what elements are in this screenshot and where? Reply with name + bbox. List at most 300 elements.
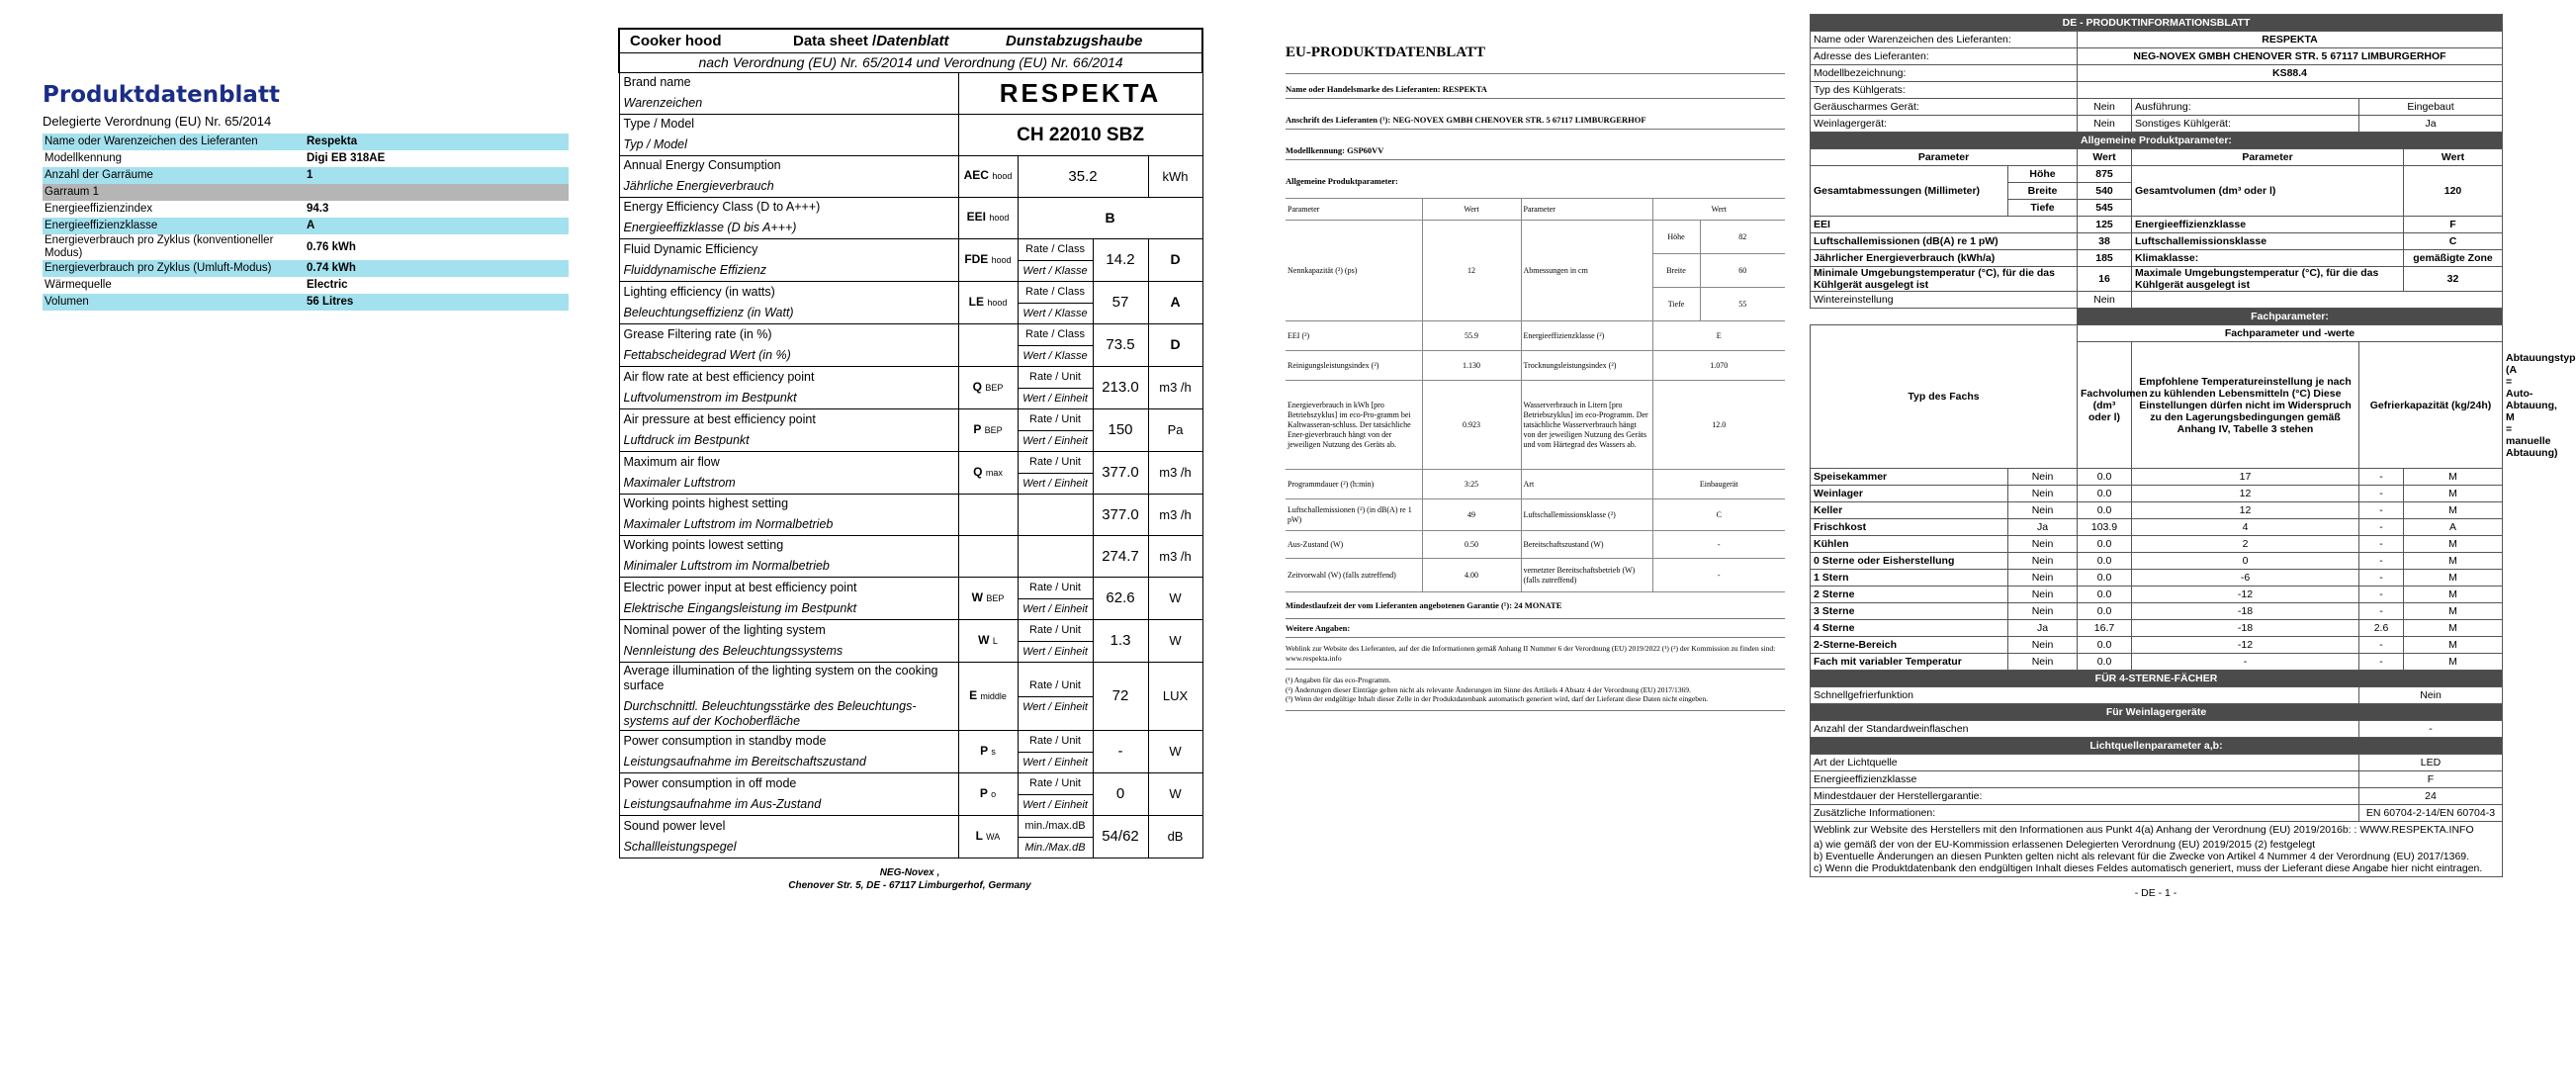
hood-row	[619, 238, 1202, 281]
param-label: Bereitschaftszustand (W)	[1521, 531, 1652, 559]
hood-header-right: Dunstabzugshaube	[1006, 32, 1143, 49]
param-value: -	[1652, 559, 1785, 592]
rate-class	[1018, 323, 1093, 366]
row-label	[619, 662, 958, 730]
row-value: 274.7	[1093, 535, 1148, 577]
note: a) wie gemäß der von der EU-Kommission erlassenen Delegierten Verordnung (EU) 2019/2015 (2) festgelegt	[1814, 839, 2316, 851]
hood-row	[619, 494, 1202, 535]
rate-label-de: Wert / Klasse	[1019, 303, 1093, 323]
dish-table	[1286, 198, 1785, 592]
param-label: Luftschallemissionsklasse (²)	[1521, 499, 1652, 531]
hood-row	[619, 577, 1202, 619]
dish-title: EU-PRODUKTDATENBLATT	[1286, 45, 1785, 74]
row-value: 35.2	[1018, 155, 1148, 197]
row-value: Electric	[307, 279, 348, 291]
note: b) Eventuelle Änderungen an diesen Punkten gelten nicht als relevant für die Zwecke von Artikel 4 Nummer 4 der Verordnung (EU) 2017/1369.	[1814, 851, 2470, 862]
dim-key: Breite	[1652, 254, 1700, 288]
compartment-freeze: -	[2359, 587, 2404, 603]
rate-label: Rate / Unit	[1029, 370, 1081, 383]
rate-label-de: Wert / Einheit	[1019, 430, 1093, 451]
comp-header: Fachparameter:	[2078, 309, 2503, 325]
row-value: 14.2	[1093, 238, 1148, 281]
model-value: KS88.4	[2078, 65, 2503, 82]
row-symbol	[958, 197, 1018, 238]
type-label: Typ des Kühlgerats:	[1811, 82, 2078, 99]
label-de: Luftvolumenstrom im Bestpunkt	[623, 390, 797, 405]
row-value: A	[305, 218, 569, 234]
row-unit: dB	[1148, 815, 1202, 858]
address-value: NEG-NOVEX GMBH CHENOVER STR. 5 67117 LIMBURGERHOF	[2078, 48, 2503, 65]
compartment-name: Frischkost	[1811, 519, 2008, 536]
table-row	[1811, 166, 2503, 183]
winter-label: Wintereinstellung	[1811, 292, 2078, 309]
row-label	[619, 408, 958, 451]
hood-regulation	[619, 52, 1202, 72]
light-value: F	[2359, 771, 2503, 788]
label-en: Air pressure at best efficiency point	[623, 411, 816, 426]
other-value: Ja	[2359, 116, 2503, 133]
table-header-row	[1811, 149, 2503, 166]
compartment-defrost: M	[2404, 502, 2503, 519]
compartment-freeze: 2.6	[2359, 620, 2404, 637]
compartment-temp: -12	[2132, 637, 2359, 654]
dish-footnotes	[1286, 670, 1785, 711]
light-header: Lichtquellenparameter a,b:	[1811, 738, 2503, 755]
compartment-row	[1811, 519, 2503, 536]
row-value: 56 Litres	[305, 294, 569, 311]
compartment-present: Nein	[2008, 486, 2078, 502]
dish-model	[1286, 130, 1785, 160]
low-noise-value: Nein	[2078, 99, 2132, 116]
hood-brand-row	[619, 72, 1202, 114]
bottles-label: Anzahl der Standardweinflaschen	[1811, 721, 2359, 738]
row-value: 54/62	[1093, 815, 1148, 858]
compartment-name: 0 Sterne oder Eisherstellung	[1811, 553, 2008, 570]
model-label-en: Type / Model	[623, 117, 695, 131]
compartment-defrost: M	[2404, 603, 2503, 620]
fridge-table	[1810, 14, 2576, 877]
table-row	[1286, 470, 1785, 499]
compartment-volume: 0.0	[2078, 486, 2132, 502]
symbol: E	[969, 687, 978, 702]
dim-key: Breite	[2008, 183, 2078, 200]
symbol-subscript: hood	[987, 297, 1008, 308]
compartment-present: Nein	[2008, 553, 2078, 570]
col-volume: Fachvolumen (dm³ oder l)	[2078, 342, 2132, 469]
row-label: Energieeffizienzindex	[44, 203, 153, 215]
compartment-present: Nein	[2008, 587, 2078, 603]
table-row	[1811, 292, 2503, 309]
table-row	[1286, 559, 1785, 592]
symbol-subscript: BEP	[985, 382, 1004, 393]
compartment-temp: -18	[2132, 620, 2359, 637]
label-de: Nennleistung des Beleuchtungssystems	[623, 643, 844, 658]
compartment-name: Kühlen	[1811, 536, 2008, 553]
table-row	[1811, 65, 2503, 82]
symbol-subscript: hood	[989, 213, 1010, 223]
row-value: 62.6	[1093, 577, 1148, 619]
rate-label: min./max.dB	[1024, 819, 1086, 832]
dish-warranty: Mindestlaufzeit der vom Lieferanten angebotenen Garantie (¹): 24 MONATE	[1286, 592, 1785, 619]
table-header-row: Fachvolumen (dm³ oder l) Empfohlene Temperatureinstellung je nach zu kühlenden Lebensmitteln (°C) Diese Einstellungen dürfen nicht im Widerspruch zu den Lagerungsbedingungen gemäß Anhang IV, Tabelle 3 stehen Gefrierkapazität (kg/24h) Abtauungstyp (A = Auto-Abtauung, M = manuelle Abtauung)	[1811, 342, 2503, 469]
supplier-value: RESPEKTA	[1442, 84, 1487, 94]
row-label: Modellkennung	[44, 152, 123, 164]
compartment-present: Nein	[2008, 536, 2078, 553]
table-row	[1811, 805, 2503, 822]
hood-row	[619, 155, 1202, 197]
light-value: EN 60704-2-14/EN 60704-3	[2359, 805, 2503, 822]
param-label: Art	[1521, 470, 1652, 499]
hood-header-mid-de: Datenblatt	[876, 32, 949, 49]
param-value: 0.923	[1422, 381, 1521, 470]
label-en: Air flow rate at best efficiency point	[623, 369, 815, 384]
compartment-name: 4 Sterne	[1811, 620, 2008, 637]
symbol: Q	[973, 464, 983, 479]
volume-label: Gesamtvolumen (dm³ oder l)	[2132, 166, 2404, 217]
row-unit: W	[1148, 577, 1202, 619]
rate-label-de: Wert / Klasse	[1019, 345, 1093, 366]
col-temp: Empfohlene Temperatureinstellung je nach zu kühlenden Lebensmitteln (°C) Diese Einstellungen dürfen nicht im Widerspruch zu den Lagerungsbedingungen gemäß Anhang IV, Tabelle 3 stehen	[2132, 342, 2359, 469]
param-label: Energieverbrauch in kWh [pro Betriebszyklus] im eco-Pro-gramm bei Kaltwasseran-schluss. Der tatsächliche Ener-gieverbrauch hängt von der jeweiligen Nutzung des Geräts ab.	[1286, 381, 1422, 470]
hood-row	[619, 619, 1202, 662]
row-unit: D	[1148, 238, 1202, 281]
symbol: W	[971, 589, 983, 604]
dim-value: 545	[2078, 200, 2132, 217]
symbol-subscript: WA	[986, 831, 1001, 842]
compartment-present: Nein	[2008, 502, 2078, 519]
label-en: Annual Energy Consumption	[623, 158, 781, 172]
row-value: 1	[305, 167, 569, 184]
footnote: (³) Wenn der endgültige Inhalt dieser Zelle in der Produktdatenbank automatisch generiert wird, darf der Lieferant diese Daten nicht eingeben.	[1286, 694, 1708, 703]
light-label: Mindestdauer der Herstellergarantie:	[1811, 788, 2359, 805]
rate-label-de: Wert / Einheit	[1019, 752, 1093, 772]
row-symbol	[958, 815, 1018, 858]
table-row	[1811, 99, 2503, 116]
hood-row	[619, 772, 1202, 815]
row-value: Digi EB 318AE	[307, 152, 386, 164]
oven-subtitle: Delegierte Verordnung (EU) Nr. 65/2014	[43, 114, 272, 129]
compartment-freeze: -	[2359, 502, 2404, 519]
compartment-volume: 0.0	[2078, 637, 2132, 654]
compartment-temp: 12	[2132, 502, 2359, 519]
symbol-subscript: s	[991, 746, 996, 757]
rate-class	[1018, 619, 1093, 662]
compartment-row	[1811, 486, 2503, 502]
param-value: 38	[2078, 233, 2132, 250]
row-label	[619, 197, 958, 238]
col-type: Typ des Fachs	[1811, 325, 2078, 469]
label-en: Power consumption in standby mode	[623, 733, 827, 748]
compartment-row	[1811, 553, 2503, 570]
row-value: 73.5	[1093, 323, 1148, 366]
symbol: FDE	[964, 251, 989, 266]
rate-class	[1018, 408, 1093, 451]
compartment-volume: 0.0	[2078, 553, 2132, 570]
row-unit: m3 /h	[1148, 494, 1202, 535]
row-value: 377.0	[1093, 451, 1148, 494]
label-de: Fettabscheidegrad Wert (in %)	[623, 347, 791, 362]
row-label	[619, 730, 958, 772]
row-value: 0.76 kWh	[307, 240, 356, 253]
cooker-hood-datasheet	[618, 28, 1201, 892]
dims-label: Gesamtabmessungen (Millimeter)	[1811, 166, 2008, 217]
compartment-name: Speisekammer	[1811, 469, 2008, 486]
row-value: 1.3	[1093, 619, 1148, 662]
rate-class	[1018, 494, 1093, 535]
label-de: Durchschnittl. Beleuchtungsstärke des Beleuchtungs-systems auf der Kochoberfläche	[623, 698, 917, 728]
param-value: Einbaugerät	[1652, 470, 1785, 499]
oven-table	[43, 134, 569, 311]
param-value: 55.9	[1422, 321, 1521, 351]
col-value: Wert	[1652, 199, 1785, 221]
label-de: Fluiddynamische Effizienz	[623, 262, 767, 277]
compartment-defrost: M	[2404, 654, 2503, 671]
hood-row	[619, 535, 1202, 577]
compartment-temp: 2	[2132, 536, 2359, 553]
param-label: Luftschallemissionen (²) (in dB(A) re 1 pW)	[1286, 499, 1422, 531]
label-en: Electric power input at best efficiency point	[623, 580, 857, 594]
compartment-freeze: -	[2359, 519, 2404, 536]
rate-label-de: Min./Max.dB	[1019, 837, 1093, 858]
row-unit: A	[1148, 281, 1202, 323]
param-value: 12.0	[1652, 381, 1785, 470]
row-symbol	[958, 155, 1018, 197]
quick-freeze-value: Nein	[2359, 687, 2503, 704]
label-en: Working points lowest setting	[623, 538, 784, 552]
row-label	[619, 281, 958, 323]
rate-class	[1018, 451, 1093, 494]
row-symbol	[958, 451, 1018, 494]
light-value: LED	[2359, 755, 2503, 771]
table-row	[1286, 221, 1785, 254]
compartment-temp: -18	[2132, 603, 2359, 620]
model-label: Modellbezeichnung:	[1811, 65, 2078, 82]
compartment-temp: 4	[2132, 519, 2359, 536]
row-symbol	[958, 535, 1018, 577]
row-unit: W	[1148, 772, 1202, 815]
symbol: AEC	[963, 168, 989, 182]
footnote: (²) Änderungen dieser Einträge gelten nicht als relevante Änderungen im Sinne des Artikels 4 Absatz 4 der Verordnung (EU) 2017/1369.	[1286, 684, 1691, 694]
supplier-label: Name oder Warenzeichen des Lieferanten:	[1811, 32, 2078, 48]
row-value: 72	[1093, 662, 1148, 730]
light-label: Zusätzliche Informationen:	[1811, 805, 2359, 822]
brand-logo: RESPEKTA	[958, 72, 1202, 114]
dims-label: Abmessungen in cm	[1521, 221, 1652, 321]
fridge-header: DE - PRODUKTINFORMATIONSBLATT	[1811, 15, 2503, 32]
address-label: Adresse des Lieferanten:	[1811, 48, 2078, 65]
param-label: Energieeffizienzklasse	[2132, 217, 2404, 233]
compartment-name: 3 Sterne	[1811, 603, 2008, 620]
light-value: 24	[2359, 788, 2503, 805]
label-de: Elektrische Eingangsleistung im Bestpunkt	[623, 600, 857, 615]
symbol: P	[980, 743, 988, 758]
compartment-present: Ja	[2008, 620, 2078, 637]
label-en: Maximum air flow	[623, 454, 720, 469]
table-row	[1811, 721, 2503, 738]
winter-value: Nein	[2078, 292, 2132, 309]
row-symbol	[958, 408, 1018, 451]
table-row	[43, 201, 569, 218]
param-label: Klimaklasse:	[2132, 250, 2404, 267]
compartment-present: Ja	[2008, 519, 2078, 536]
row-unit: Pa	[1148, 408, 1202, 451]
compartment-defrost: M	[2404, 620, 2503, 637]
compartment-defrost: M	[2404, 637, 2503, 654]
row-label	[619, 577, 958, 619]
footnote: (¹) Angaben für das eco-Programm.	[1286, 676, 1391, 684]
hood-row	[619, 366, 1202, 408]
table-row	[43, 260, 569, 277]
row-value: 0.74 kWh	[305, 260, 569, 277]
table-row	[1811, 755, 2503, 771]
weblink: Weblink zur Website des Herstellers mit den Informationen aus Punkt 4(a) Anhang der Verordnung (EU) 2019/2016b: : WWW.RESPEKTA.INFO	[1814, 824, 2474, 836]
dim-key: Tiefe	[1652, 288, 1700, 321]
table-row	[1811, 82, 2503, 99]
row-symbol	[958, 619, 1018, 662]
compartment-freeze: -	[2359, 536, 2404, 553]
compartment-row	[1811, 587, 2503, 603]
hood-row	[619, 662, 1202, 730]
row-symbol	[958, 494, 1018, 535]
dim-key: Höhe	[2008, 166, 2078, 183]
compartment-defrost: M	[2404, 570, 2503, 587]
table-row	[1286, 531, 1785, 559]
label-en: Average illumination of the lighting system on the cooking surface	[623, 663, 938, 692]
row-label	[619, 238, 958, 281]
compartment-volume: 0.0	[2078, 536, 2132, 553]
param-value: 125	[2078, 217, 2132, 233]
wine-header: Für Weinlagergeräte	[1811, 704, 2503, 721]
compartment-volume: 0.0	[2078, 469, 2132, 486]
dish-more-text: Weblink zur Website des Lieferanten, auf der die Informationen gemäß Anhang II Nummer 6 der Verordnung (EU) 2019/2022 (¹) (²) der Kommission zu finden sind: www.respekta.info	[1286, 638, 1785, 670]
table-row	[1286, 321, 1785, 351]
col-param: Parameter	[1286, 199, 1422, 221]
table-row	[1811, 32, 2503, 48]
hood-header-left: Cooker hood	[630, 32, 722, 49]
param-label: Reinigungsleistungsindex (²)	[1286, 351, 1422, 381]
footer-address: Chenover Str. 5, DE - 67117 Limburgerhof, Germany	[788, 879, 1031, 891]
table-row	[43, 167, 569, 184]
label-de: Leistungsaufnahme im Bereitschaftszustand	[623, 754, 866, 768]
row-label: Energieverbrauch pro Zyklus (Umluft-Modus)	[43, 260, 305, 277]
param-value: 32	[2404, 267, 2503, 292]
table-row	[1811, 822, 2503, 877]
row-label	[619, 494, 958, 535]
row-symbol	[958, 281, 1018, 323]
row-label	[619, 366, 958, 408]
row-label	[619, 619, 958, 662]
label-de: Minimaler Luftstrom im Normalbetrieb	[623, 559, 830, 573]
row-label: Garraum 1	[43, 184, 305, 201]
symbol-subscript: max	[985, 467, 1003, 478]
row-unit: m3 /h	[1148, 366, 1202, 408]
compartment-name: Keller	[1811, 502, 2008, 519]
label-en: Lighting efficiency (in watts)	[623, 284, 775, 299]
rate-class	[1018, 730, 1093, 772]
compartment-freeze: -	[2359, 486, 2404, 502]
compartment-row	[1811, 637, 2503, 654]
compartment-name: Weinlager	[1811, 486, 2008, 502]
compartment-defrost: M	[2404, 553, 2503, 570]
param-value: gemäßigte Zone	[2404, 250, 2503, 267]
wine-value: Nein	[2078, 116, 2132, 133]
hood-row	[619, 281, 1202, 323]
compartment-defrost: A	[2404, 519, 2503, 536]
param-label: EEI (²)	[1286, 321, 1422, 351]
rate-label: Rate / Unit	[1029, 455, 1081, 468]
comp-sub: Fachparameter und -werte	[2078, 325, 2503, 342]
model-value: CH 22010 SBZ	[958, 114, 1202, 155]
table-row	[43, 277, 569, 294]
label-de: Luftdruck im Bestpunkt	[623, 432, 750, 447]
table-row	[1811, 771, 2503, 788]
dishwasher-datasheet	[1286, 45, 1785, 711]
compartment-present: Nein	[2008, 603, 2078, 620]
address-value: NEG-NOVEX GMBH CHENOVER STR. 5 67117 LIMBURGERHOF	[1392, 115, 1646, 125]
note: c) Wenn die Produktdatenbank den endgültigen Inhalt dieses Feldes automatisch generiert, muss der Lieferant diese Angabe hier nicht eintragen.	[1814, 862, 2483, 874]
col-value: Wert	[2078, 149, 2132, 166]
label-en: Working points highest setting	[623, 497, 789, 510]
hood-row	[619, 323, 1202, 366]
param-value: 0.50	[1422, 531, 1521, 559]
dim-key: Höhe	[1652, 221, 1700, 254]
row-label: Anzahl der Garräume	[43, 167, 305, 184]
compartment-defrost: M	[2404, 587, 2503, 603]
label-de: Maximaler Luftstrom im Normalbetrieb	[623, 517, 834, 531]
rate-label-de: Wert / Einheit	[1019, 388, 1093, 408]
compartment-volume: 0.0	[2078, 587, 2132, 603]
row-label: Energieeffizienzklasse	[43, 218, 305, 234]
param-label: Maximale Umgebungstemperatur (°C), für die das Kühlgerät ausgelegt ist	[2132, 267, 2404, 292]
row-label: Volumen	[43, 294, 305, 311]
label-de: Beleuchtungseffizienz (in Watt)	[623, 305, 794, 319]
dim-value: 55	[1700, 288, 1785, 321]
compartment-volume: 0.0	[2078, 570, 2132, 587]
compartment-defrost: M	[2404, 486, 2503, 502]
rate-class	[1018, 281, 1093, 323]
dish-supplier	[1286, 74, 1785, 99]
brand-label-de: Warenzeichen	[623, 96, 703, 110]
rate-label: Rate / Unit	[1029, 623, 1081, 636]
row-value: -	[1093, 730, 1148, 772]
symbol: P	[979, 785, 988, 800]
hood-row	[619, 197, 1202, 238]
supplier-label: Name oder Handelsmarke des Lieferanten:	[1286, 84, 1441, 94]
rate-label-de: Wert / Einheit	[1019, 641, 1093, 662]
param-label: Jährlicher Energieverbrauch (kWh/a)	[1811, 250, 2078, 267]
row-unit: W	[1148, 730, 1202, 772]
param-label: Luftschallemissionsklasse	[2132, 233, 2404, 250]
row-label	[619, 815, 958, 858]
compartment-row	[1811, 620, 2503, 637]
table-row	[43, 184, 569, 201]
row-unit: LUX	[1148, 662, 1202, 730]
hood-header-mid-en: Data sheet /	[793, 32, 877, 49]
compartment-name: 1 Stern	[1811, 570, 2008, 587]
row-symbol	[958, 323, 1018, 366]
dim-value: 540	[2078, 183, 2132, 200]
compartment-defrost: M	[2404, 536, 2503, 553]
param-value: 16	[2078, 267, 2132, 292]
rate-label: Rate / Unit	[1029, 734, 1081, 747]
col-value: Wert	[1422, 199, 1521, 221]
label-de: Maximaler Luftstrom	[623, 475, 736, 490]
col-freeze: Gefrierkapazität (kg/24h)	[2359, 342, 2503, 469]
row-symbol	[958, 577, 1018, 619]
param-label: Luftschallemissionen (dB(A) re 1 pW)	[1811, 233, 2078, 250]
compartment-temp: 12	[2132, 486, 2359, 502]
volume-value: 120	[2404, 166, 2503, 217]
